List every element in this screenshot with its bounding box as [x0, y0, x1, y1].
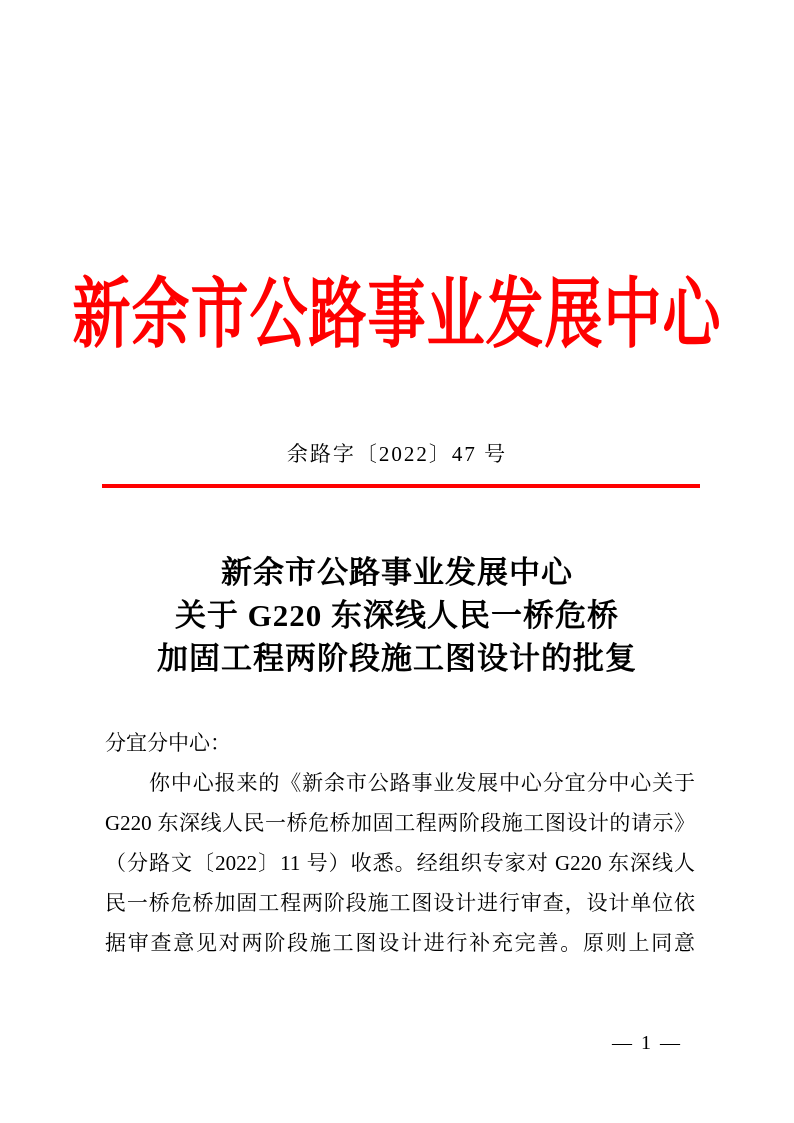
document-title — [52, 551, 742, 680]
body-line: 民一桥危桥加固工程两阶段施工图设计进行审查，设计单位依 — [105, 891, 695, 915]
salutation: 分宜分中心： — [105, 731, 231, 755]
document-body — [105, 723, 695, 963]
red-divider-line — [102, 484, 700, 488]
document-title-line: 新余市公路事业发展中心 — [221, 555, 573, 590]
body-line: G220 东深线人民一桥危桥加固工程两阶段施工图设计的请示》 — [105, 811, 695, 835]
document-number: 余路字〔2022〕47 号 — [286, 442, 508, 466]
document-title-line: 加固工程两阶段施工图设计的批复 — [157, 641, 637, 676]
document-title-line: 关于 G220 东深线人民一桥危桥 — [174, 598, 620, 633]
body-line: 据审查意见对两阶段施工图设计进行补充完善。原则上同意 — [105, 931, 695, 955]
body-line: （分路文〔2022〕11 号）收悉。经组织专家对 G220 东深线人 — [105, 851, 695, 875]
org-name-header: 新余市公路事业发展中心 — [72, 271, 722, 358]
page-number: — 1 — — [612, 1032, 682, 1054]
body-line: 你中心报来的《新余市公路事业发展中心分宜分中心关于 — [149, 771, 695, 795]
